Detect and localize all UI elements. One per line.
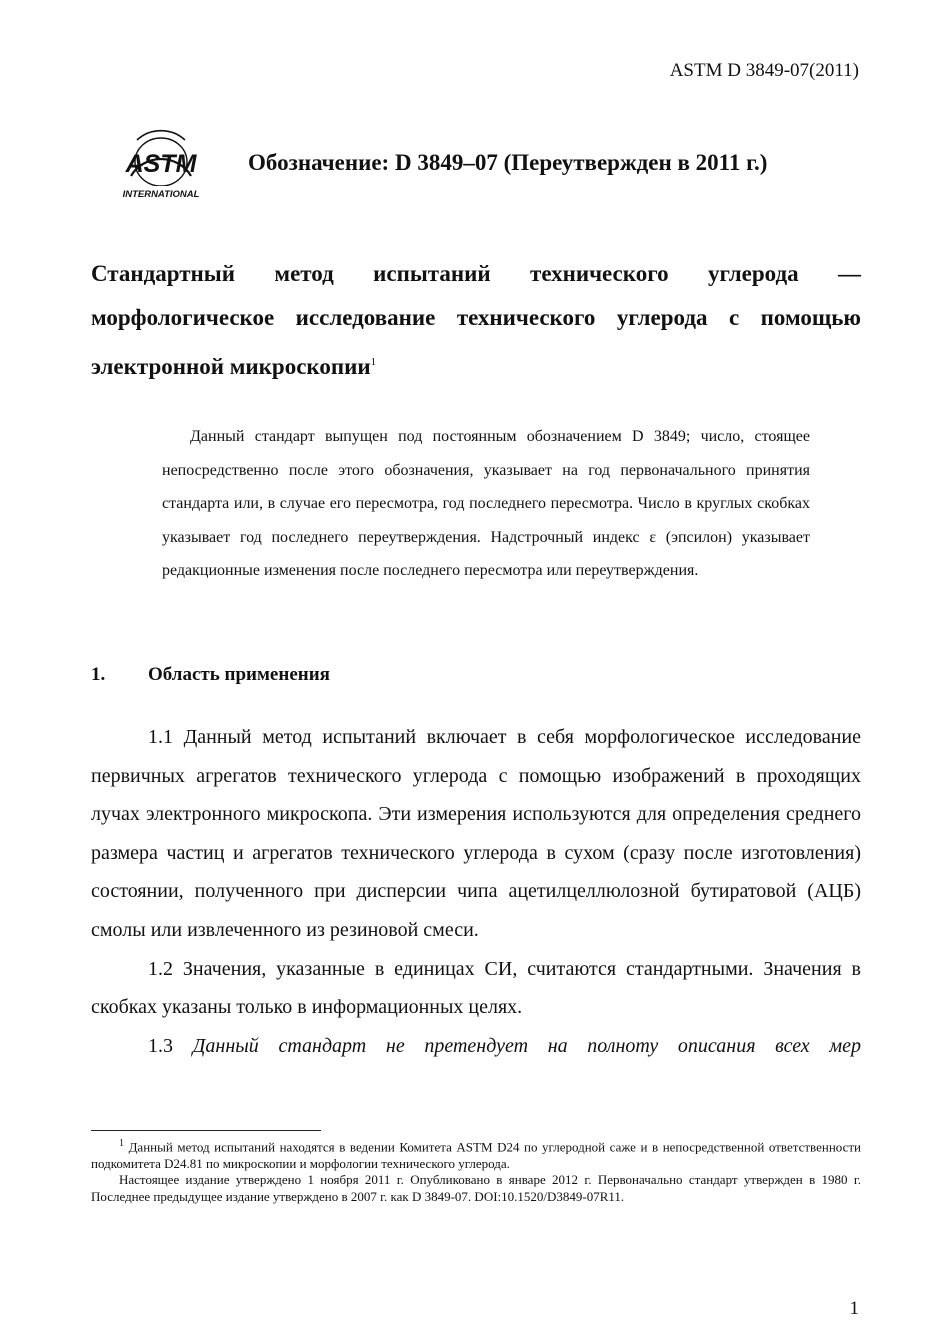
section-heading <box>91 664 330 686</box>
footnote-marker: 1 <box>119 1138 124 1149</box>
section-title: Область применения <box>148 664 330 685</box>
astm-logo <box>117 128 205 202</box>
footnote-1 <box>91 1136 861 1172</box>
logo-subtext: INTERNATIONAL <box>122 189 200 200</box>
title-footnote-ref: 1 <box>370 356 377 368</box>
footnote-2 <box>91 1172 861 1205</box>
title-text: Стандартный метод испытаний технического углерода — морфологическое исследование технического углерода с помощью электронной микроскопии <box>91 261 861 379</box>
paragraph-1-2 <box>91 950 861 1027</box>
paragraph-text: Данный метод испытаний включает в себя морфологическое исследование первичных агрегатов технического углерода с помощью изображений в проходящих лучах электронного микроскопа. Эти измерения используются для определения среднего размера частиц и агрегатов технического углерода в сухом (сразу после изготовления) состоянии, полученного при дисперсии чипа ацетилцеллюлозной бутиратовой (АЦБ) смолы или извлеченного из резиновой смеси. <box>91 726 861 941</box>
paragraph-number: 1.1 <box>148 726 173 748</box>
paragraph-text: Данный стандарт не претендует на полноту описания всех мер <box>192 1034 861 1057</box>
paragraph-number: 1.2 <box>148 957 173 980</box>
paragraph-1-3 <box>91 1027 861 1066</box>
paragraph-text: Значения, указанные в единицах СИ, считаются стандартными. Значения в скобках указаны только в информационных целях. <box>91 957 861 1019</box>
footnote-divider <box>91 1130 321 1131</box>
paragraph-number: 1.3 <box>148 1034 173 1057</box>
standard-notice: Данный стандарт выпущен под постоянным обозначением D 3849; число, стоящее непосредственно после этого обозначения, указывает на год первоначального принятия стандарта или, в случае его пересмотра, год последнего пересмотра. Число в круглых скобках указывает год последнего переутверждения. Надстрочный индекс ε (эпсилон) указывает редакционные изменения после последнего пересмотра или переутверждения. <box>162 428 810 579</box>
designation: Обозначение: D 3849–07 (Переутвержден в 2011 г.) <box>248 150 768 175</box>
footnote-text: Данный метод испытаний находятся в ведении Комитета ASTM D24 по углеродной саже и в непосредственной ответственности подкомитета D24.81 по микроскопии и морфологии технического углерода. <box>91 1139 862 1171</box>
footnote-text: Настоящее издание утверждено 1 ноября 2011 г. Опубликовано в январе 2012 г. Первоначально стандарт утвержден в 1980 г. Последнее предыдущее издание утверждено в 2007 г. как D 3849-07. DOI:10.1520/D3849-07R11. <box>91 1172 861 1204</box>
document-title <box>91 252 861 389</box>
section-number: 1. <box>91 664 106 685</box>
section-body <box>91 718 861 1065</box>
footnotes <box>91 1136 861 1205</box>
document-code: ASTM D 3849-07(2011) <box>669 60 859 81</box>
logo-wordmark: ASTM <box>125 150 197 178</box>
page-number: 1 <box>849 1298 859 1319</box>
paragraph-1-1 <box>91 718 861 950</box>
